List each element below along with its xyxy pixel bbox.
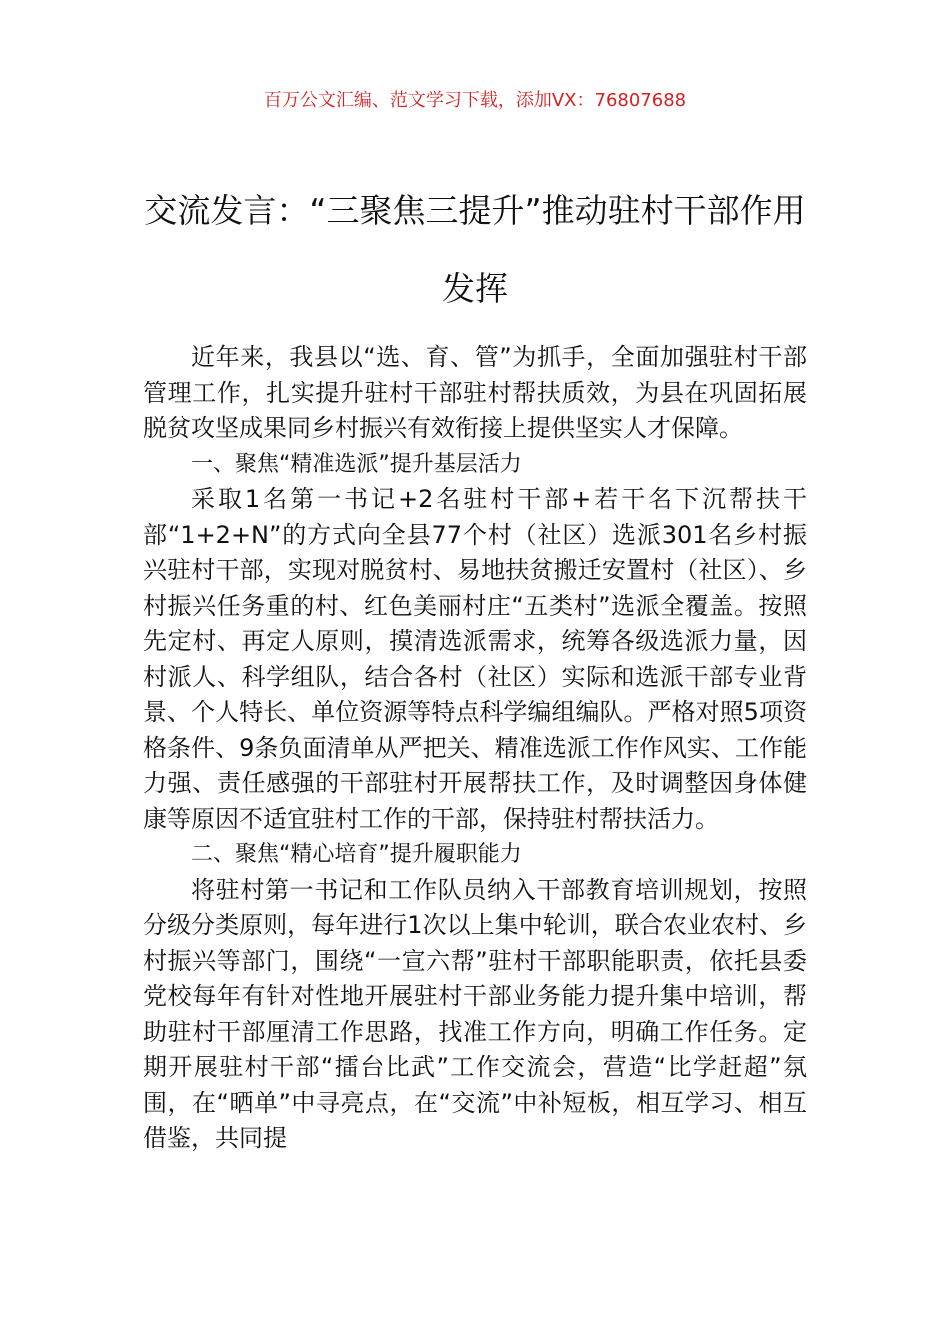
document-body bbox=[143, 340, 807, 1157]
paragraph-section-1: 采取1名第一书记+2名驻村干部+若干名下沉帮扶干部“1+2+N”的方式向全县77个村（社区）选派301名乡村振兴驻村干部，实现对脱贫村、易地扶贫搬迁安置村（社区）、乡村振兴任务重的村、红色美丽村庄“五类村”选派全覆盖。按照先定村、再定人原则，摸清选派需求，统筹各级选派力量，因村派人、科学组队，结合各村（社区）实际和选派干部专业背景、个人特长、单位资源等特点科学编组编队。严格对照5项资格条件、9条负面清单从严把关、精准选派工作作风实、工作能力强、责任感强的干部驻村开展帮扶工作，及时调整因身体健康等原因不适宜驻村工作的干部，保持驻村帮扶活力。 bbox=[143, 485, 807, 833]
paragraph-intro: 近年来，我县以“选、育、管”为抓手，全面加强驻村干部管理工作，扎实提升驻村干部驻村帮扶质效，为县在巩固拓展脱贫攻坚成果同乡村振兴有效衔接上提供坚实人才保障。 bbox=[143, 343, 807, 442]
section-heading-1: 一、聚焦“精准选派”提升基层活力 bbox=[191, 451, 522, 477]
header-note: 百万公文汇编、范文学习下载，添加VX：76807688 bbox=[263, 90, 687, 111]
section-heading-2: 二、聚焦“精心培育”提升履职能力 bbox=[191, 842, 522, 867]
paragraph-section-2: 将驻村第一书记和工作队员纳入干部教育培训规划，按照分级分类原则，每年进行1次以上集中轮训，联合农业农村、乡村振兴等部门，围绕“一宣六帮”驻村干部职能职责，依托县委党校每年有针对性地开展驻村干部业务能力提升集中培训，帮助驻村干部厘清工作思路，找准工作方向，明确工作任务。定期开展驻村干部“擂台比武”工作交流会，营造“比学赶超”氛围，在“晒单”中寻亮点，在“交流”中补短板，相互学习、相互借鉴，共同提 bbox=[143, 875, 807, 1152]
document-title: 交流发言：“三聚焦三提升”推动驻村干部作用发挥 bbox=[144, 191, 806, 308]
